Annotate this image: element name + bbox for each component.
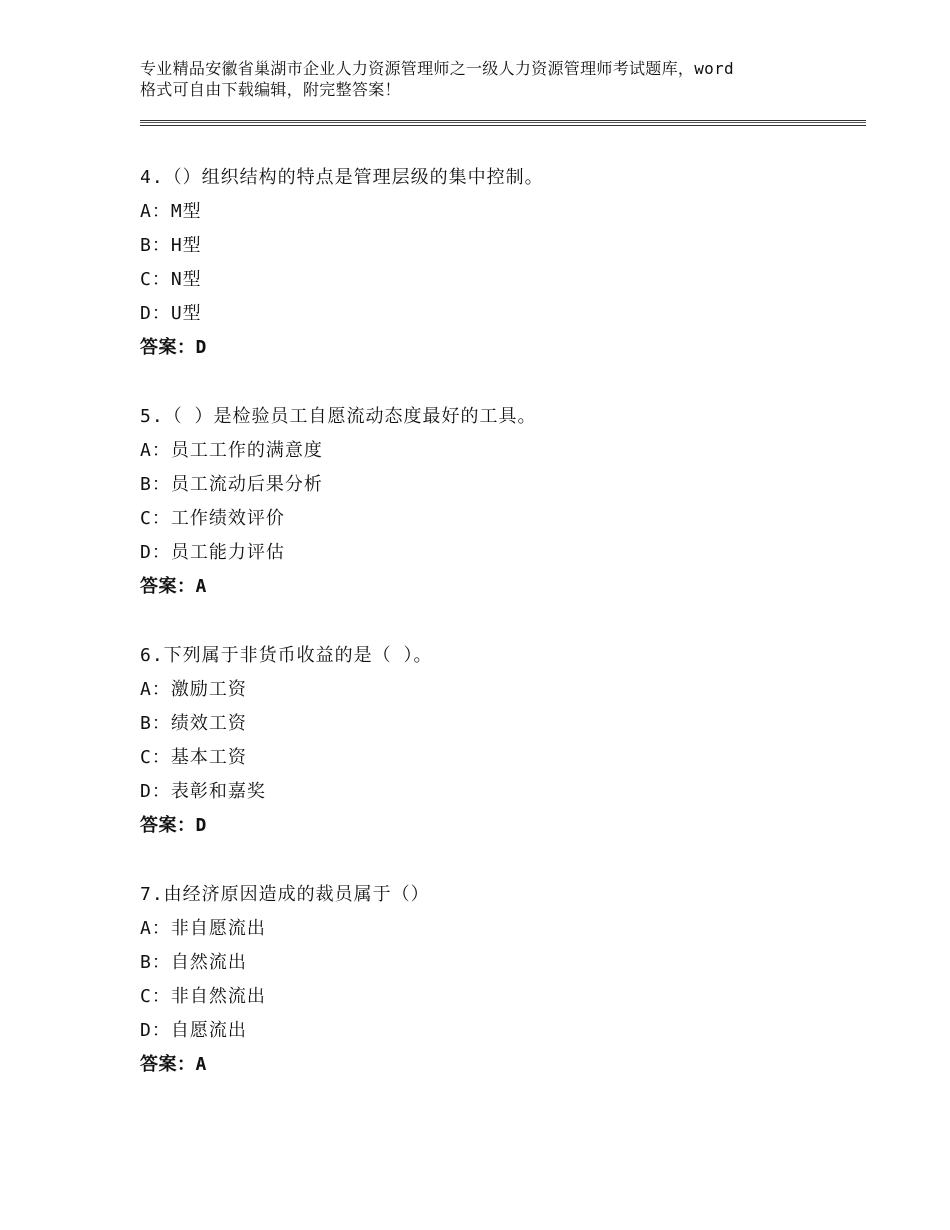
option-a: A：激励工资 [140,679,247,700]
question-stem: 7.由经济原因造成的裁员属于（） [140,884,430,905]
answer-line [140,331,866,365]
option-c: C：工作绩效评价 [140,508,285,529]
answer-value: A [195,1054,207,1075]
option-b: B：绩效工资 [140,713,247,734]
header-divider [140,120,866,126]
option-b: B：H型 [140,235,202,256]
option-b: B：员工流动后果分析 [140,474,323,495]
option-c: C：N型 [140,269,202,290]
question-stem: 4.（）组织结构的特点是管理层级的集中控制。 [140,167,544,188]
option-c: C：基本工资 [140,747,247,768]
question-stem: 5.（ ）是检验员工自愿流动态度最好的工具。 [140,406,537,427]
answer-line [140,570,866,604]
option-d: D：自愿流出 [140,1020,247,1041]
question-4 [140,161,866,365]
answer-value: A [195,576,207,597]
question-7 [140,878,866,1082]
answer-value: D [195,337,207,358]
option-d: D：表彰和嘉奖 [140,781,266,802]
document-header [140,58,840,100]
option-a: A：非自愿流出 [140,918,266,939]
answer-label: 答案： [140,1054,196,1075]
option-c: C：非自然流出 [140,986,266,1007]
question-5 [140,400,866,604]
header-line-2: 格式可自由下载编辑，附完整答案！ [140,80,401,99]
answer-line [140,809,866,843]
option-d: D：员工能力评估 [140,542,285,563]
question-6 [140,639,866,843]
answer-label: 答案： [140,576,196,597]
answer-value: D [195,815,207,836]
option-a: A：员工工作的满意度 [140,440,323,461]
answer-line [140,1048,866,1082]
option-a: A：M型 [140,201,202,222]
question-stem: 6.下列属于非货币收益的是（ ）。 [140,645,433,666]
option-d: D：U型 [140,303,202,324]
option-b: B：自然流出 [140,952,247,973]
header-line-1: 专业精品安徽省巢湖市企业人力资源管理师之一级人力资源管理师考试题库，word [140,59,734,78]
answer-label: 答案： [140,815,196,836]
answer-label: 答案： [140,337,196,358]
